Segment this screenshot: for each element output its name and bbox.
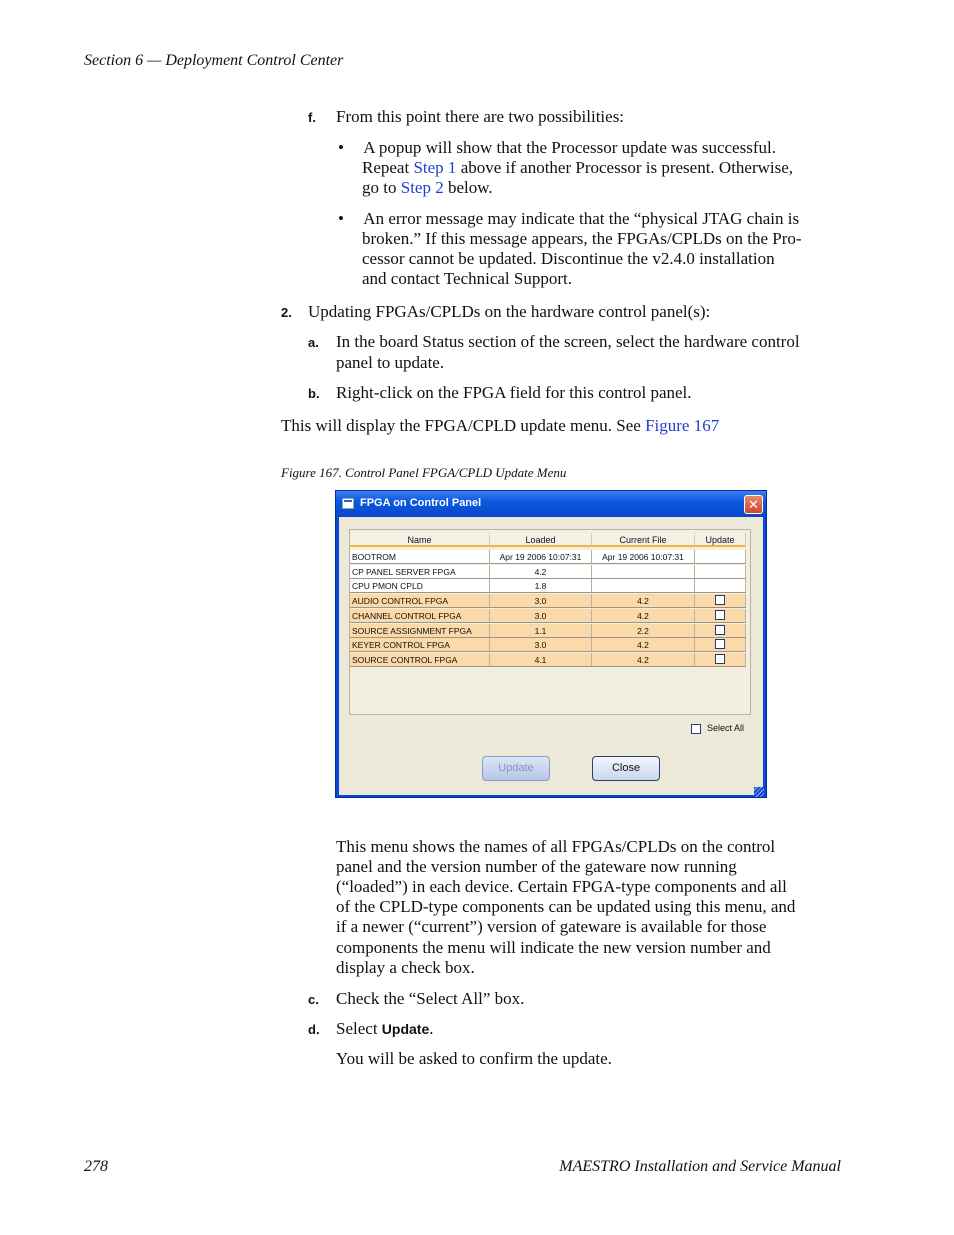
table-row[interactable] (350, 594, 746, 608)
close-icon[interactable]: ✕ (744, 495, 763, 514)
bullet-2-line4: and contact Technical Support. (362, 269, 572, 288)
update-checkbox[interactable] (715, 595, 725, 605)
row-loaded-cell: Apr 19 2006 10:07:31 (490, 550, 592, 563)
row-current-cell: Apr 19 2006 10:07:31 (592, 550, 695, 563)
row-current-cell: 4.2 (592, 594, 695, 607)
fpga-table (349, 529, 751, 715)
row-update-cell (695, 550, 746, 563)
bullet-2-line3: cessor cannot be updated. Discontinue the v2.4.0 installation (362, 249, 775, 268)
step-2-text: Updating FPGAs/CPLDs on the hardware control panel(s): (308, 302, 711, 321)
row-loaded-cell: 3.0 (490, 594, 592, 607)
row-update-cell (695, 609, 746, 622)
resize-grip-icon[interactable] (754, 787, 764, 797)
row-loaded-cell: 3.0 (490, 609, 592, 622)
row-name-cell: CP PANEL SERVER FPGA (350, 565, 490, 578)
bullet-2-mark: • (338, 209, 344, 228)
col-header-current-file[interactable]: Current File (592, 533, 695, 547)
menu-para-line6: components the menu will indicate the new version number and (336, 938, 771, 957)
bullet-1-line2-post: above if another Processor is present. Otherwise, (456, 158, 794, 177)
row-loaded-cell: 4.1 (490, 653, 592, 666)
display-text-pre: This will display the FPGA/CPLD update menu. See (281, 416, 646, 435)
row-update-cell (695, 579, 746, 592)
row-name-cell: CHANNEL CONTROL FPGA (350, 609, 490, 622)
step-a-line2: panel to update. (336, 353, 445, 372)
row-update-cell (695, 653, 746, 666)
table-row[interactable] (350, 579, 746, 593)
step-d-label: d. (308, 1022, 320, 1037)
row-loaded-cell: 3.0 (490, 638, 592, 651)
step-d-text (336, 1019, 434, 1039)
table-row[interactable] (350, 638, 746, 652)
step-2-link[interactable]: Step 2 (400, 178, 444, 197)
menu-para-line7: display a check box. (336, 958, 475, 977)
bullet-1-line3 (362, 178, 493, 198)
col-header-update[interactable]: Update (695, 533, 746, 547)
menu-para-line5: if a newer (“current”) version of gateware is available for those (336, 917, 767, 936)
confirm-text: You will be asked to confirm the update. (336, 1049, 612, 1068)
bullet-1-line3-post: below. (443, 178, 493, 197)
row-current-cell: 4.2 (592, 653, 695, 666)
step-b-label: b. (308, 386, 320, 401)
row-current-cell (592, 565, 695, 578)
step-a-label: a. (308, 335, 319, 350)
update-checkbox[interactable] (715, 610, 725, 620)
row-name-cell: SOURCE CONTROL FPGA (350, 653, 490, 666)
table-row[interactable] (350, 624, 746, 638)
menu-para-line4: of the CPLD-type components can be updated using this menu, and (336, 897, 796, 916)
close-button[interactable]: Close (592, 756, 660, 781)
table-row[interactable] (350, 653, 746, 667)
row-update-cell (695, 638, 746, 651)
row-loaded-cell: 1.8 (490, 579, 592, 592)
update-checkbox[interactable] (715, 639, 725, 649)
col-header-name[interactable]: Name (350, 533, 490, 547)
page-number: 278 (84, 1158, 108, 1175)
step-c-label: c. (308, 992, 319, 1007)
figure-caption: Figure 167. Control Panel FPGA/CPLD Update Menu (281, 465, 567, 480)
table-row[interactable] (350, 609, 746, 623)
menu-para-line2: panel and the version number of the gateware now running (336, 857, 737, 876)
step-f-label: f. (308, 110, 316, 125)
step-1-link[interactable]: Step 1 (413, 158, 457, 177)
select-all-label: Select All (707, 723, 745, 733)
bullet-1-line2-pre: Repeat (362, 158, 414, 177)
update-command: Update (381, 1021, 430, 1037)
row-name-cell: KEYER CONTROL FPGA (350, 638, 490, 651)
table-row[interactable] (350, 565, 746, 579)
row-current-cell: 4.2 (592, 638, 695, 651)
step-2-label: 2. (281, 305, 292, 320)
step-f-text: From this point there are two possibilities: (336, 107, 625, 126)
row-name-cell: CPU PMON CPLD (350, 579, 490, 592)
row-loaded-cell: 1.1 (490, 624, 592, 637)
row-update-cell (695, 565, 746, 578)
row-current-cell: 2.2 (592, 624, 695, 637)
row-update-cell (695, 594, 746, 607)
row-update-cell (695, 624, 746, 637)
menu-para-line1: This menu shows the names of all FPGAs/CPLDs on the control (336, 837, 776, 856)
row-name-cell: SOURCE ASSIGNMENT FPGA (350, 624, 490, 637)
footer-title: MAESTRO Installation and Service Manual (559, 1158, 841, 1175)
figure-167-link[interactable]: Figure 167 (645, 416, 720, 435)
select-all-checkbox[interactable] (691, 724, 701, 734)
bullet-2-line1: An error message may indicate that the “physical JTAG chain is (360, 209, 800, 228)
bullet-1-line1: A popup will show that the Processor update was successful. (360, 138, 776, 157)
step-b-text: Right-click on the FPGA field for this control panel. (336, 383, 692, 402)
dialog-titlebar[interactable] (336, 491, 766, 517)
dialog-body (339, 517, 763, 795)
table-row[interactable] (350, 550, 746, 564)
dialog-title: FPGA on Control Panel (360, 497, 482, 509)
step-d-post: . (429, 1019, 434, 1038)
bullet-1-line2 (362, 158, 793, 178)
display-text (281, 416, 719, 436)
running-header: Section 6 — Deployment Control Center (84, 52, 344, 69)
bullet-1-line3-pre: go to (362, 178, 401, 197)
col-header-loaded[interactable]: Loaded (490, 533, 592, 547)
fpga-dialog (335, 490, 767, 798)
update-button[interactable]: Update (482, 756, 550, 781)
update-checkbox[interactable] (715, 654, 725, 664)
row-loaded-cell: 4.2 (490, 565, 592, 578)
row-name-cell: BOOTROM (350, 550, 490, 563)
update-checkbox[interactable] (715, 625, 725, 635)
step-d-pre: Select (336, 1019, 382, 1038)
menu-para-line3: (“loaded”) in each device. Certain FPGA-type components and all (336, 877, 787, 896)
bullet-1-mark: • (338, 138, 344, 157)
step-a-line1: In the board Status section of the screen, select the hardware control (336, 332, 800, 351)
step-c-text: Check the “Select All” box. (336, 989, 525, 1008)
window-icon (342, 498, 354, 509)
row-current-cell: 4.2 (592, 609, 695, 622)
row-current-cell (592, 579, 695, 592)
bullet-2-line2: broken.” If this message appears, the FPGAs/CPLDs on the Pro- (362, 229, 802, 248)
row-name-cell: AUDIO CONTROL FPGA (350, 594, 490, 607)
